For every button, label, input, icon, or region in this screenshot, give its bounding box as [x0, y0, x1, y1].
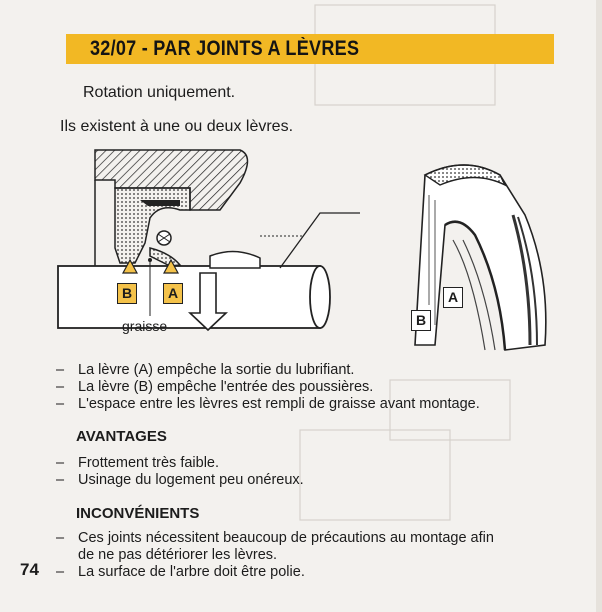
function-item: – L'espace entre les lèvres est rempli de graisse avant montage.	[56, 396, 480, 412]
disadvantages-list	[56, 530, 494, 581]
disadvantages-heading: INCONVÉNIENTS	[76, 505, 200, 522]
section-title: 32/07 - PAR JOINTS A LÈVRES	[90, 37, 360, 60]
grease-label: graisse	[122, 318, 168, 334]
perspective-b-label: B	[411, 310, 431, 331]
perspective-a-label: A	[443, 287, 463, 308]
intro-rotation: Rotation uniquement.	[83, 84, 236, 101]
advantages-heading: AVANTAGES	[76, 428, 167, 445]
section-title-bar	[66, 34, 554, 64]
seal-cross-section-diagram	[40, 148, 400, 348]
function-item: – La lèvre (A) empêche la sortie du lubrifiant.	[56, 362, 355, 378]
advantage-item: – Usinage du logement peu onéreux.	[56, 472, 304, 488]
lip-b-label: B	[117, 283, 137, 304]
advantages-list	[56, 455, 304, 489]
function-list	[56, 362, 480, 413]
advantage-item: – Frottement très faible.	[56, 455, 220, 471]
disadvantage-item: – La surface de l'arbre doit être polie.	[56, 564, 305, 580]
page-number: 74	[20, 560, 39, 579]
disadvantage-item: – Ces joints nécessitent beaucoup de précautions au montage afin	[56, 530, 494, 546]
disadvantage-item-continuation: de ne pas détériorer les lèvres.	[78, 547, 278, 563]
function-item: – La lèvre (B) empêche l'entrée des poussières.	[56, 379, 374, 395]
shaft	[58, 266, 320, 328]
lip-a	[150, 248, 180, 266]
intro-lips: Ils existent à une ou deux lèvres.	[60, 118, 294, 135]
lip-a-label: A	[163, 283, 183, 304]
